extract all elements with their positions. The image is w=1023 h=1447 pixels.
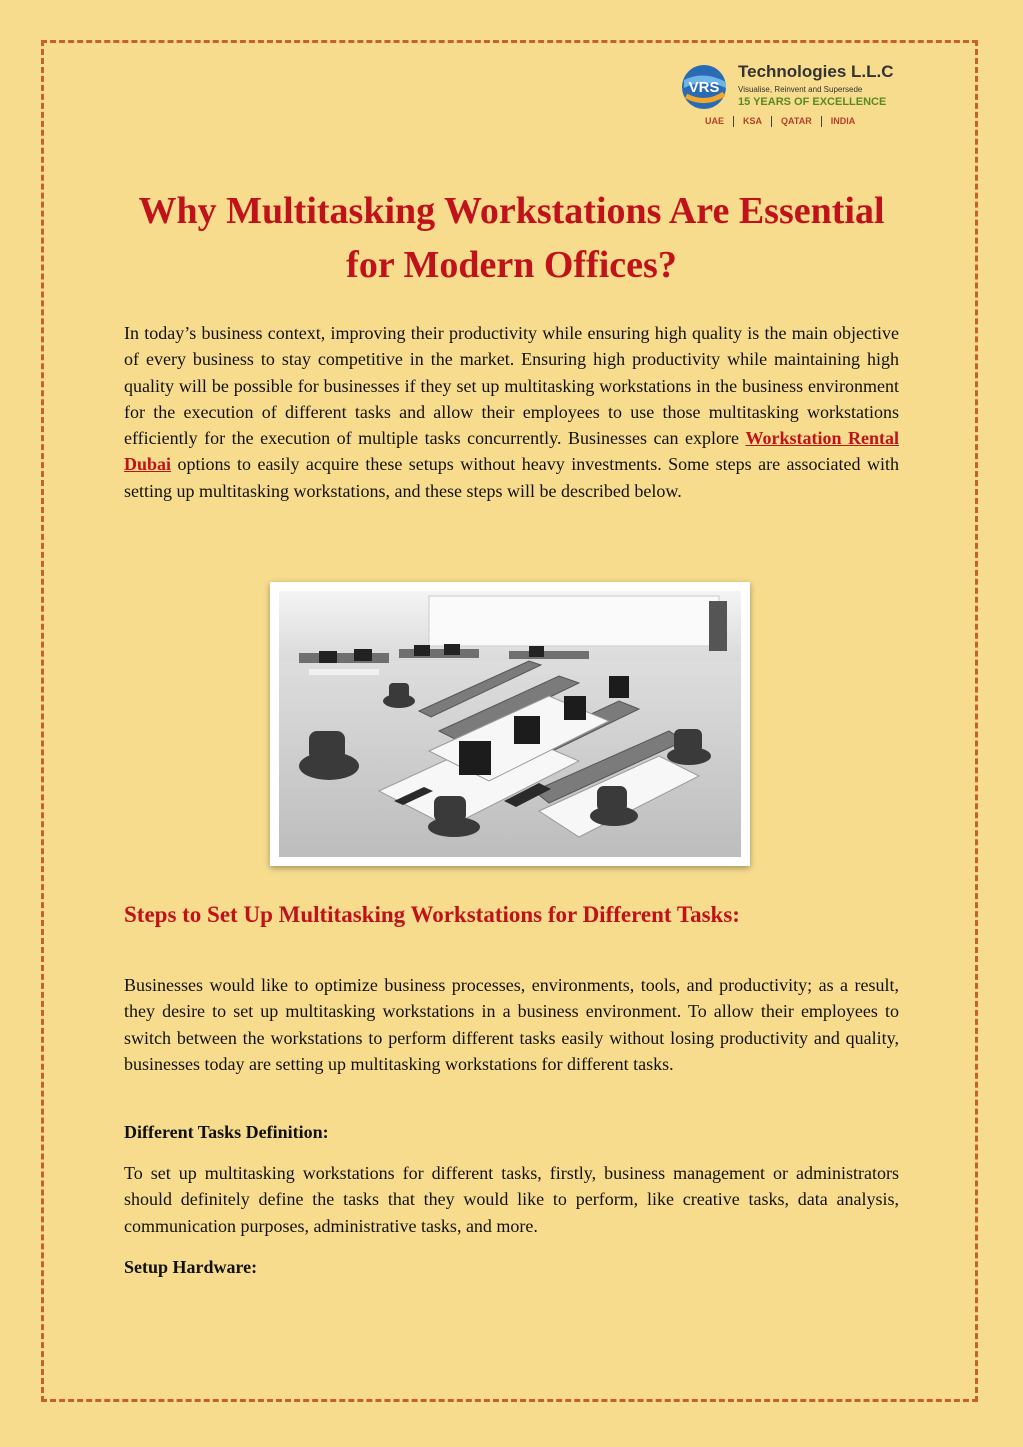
subsection-text-tasks: To set up multitasking workstations for different tasks, firstly, business management or administrators should definitely define the tasks that they would like to perform, like creative tasks, data analysis, communication purposes, administrative tasks, and more. [124,1163,899,1236]
office-photo [270,582,750,866]
intro-text-after: options to easily acquire these setups without heavy investments. Some steps are associated with setting up multitasking workstations, and these steps will be described below. [124,454,899,501]
region-uae: UAE [696,116,734,127]
page-title: Why Multitasking Workstations Are Essential for Modern Offices? [138,190,885,286]
office-workstations-illustration [279,591,741,857]
intro-text-before: In today’s business context, improving their productivity while ensuring high quality is the main objective of every business to stay competitive in the market. Ensuring high productivity while maintaining high quality will be possible for businesses if they set up multitasking workstations in the business environment for the execution of different tasks and allow their employees to use those multitasking workstations efficiently for the execution of multiple tasks concurrently. Businesses can explore [124,323,899,449]
subsection-heading-hardware: Setup Hardware: [124,1257,258,1277]
workstation-rental-link[interactable]: Workstation Rental Dubai [124,428,899,475]
globe-logo-icon [676,62,732,112]
section-paragraph: Businesses would like to optimize business processes, environments, tools, and productivity; as a result, they desire to set up multitasking workstations in a business environment. To allow their employees to switch between the workstations to perform different tasks easily without losing productivity and quality, businesses today are setting up multitasking workstations for different tasks. [124,975,899,1074]
logo-regions [696,116,896,127]
logo-brand: Technologies L.L.C [738,62,894,81]
logo-initials: VRS [688,79,720,96]
region-india: INDIA [830,116,856,126]
section-heading: Steps to Set Up Multitasking Workstations for Different Tasks: [124,902,740,927]
logo-years: 15 YEARS OF EXCELLENCE [738,96,887,108]
region-qatar: QATAR [772,116,822,127]
subsection-heading-tasks: Different Tasks Definition: [124,1122,329,1142]
logo-tagline: Visualise, Reinvent and Supersede [738,85,863,94]
company-logo [676,58,906,132]
region-ksa: KSA [734,116,772,127]
intro-paragraph [124,320,899,504]
